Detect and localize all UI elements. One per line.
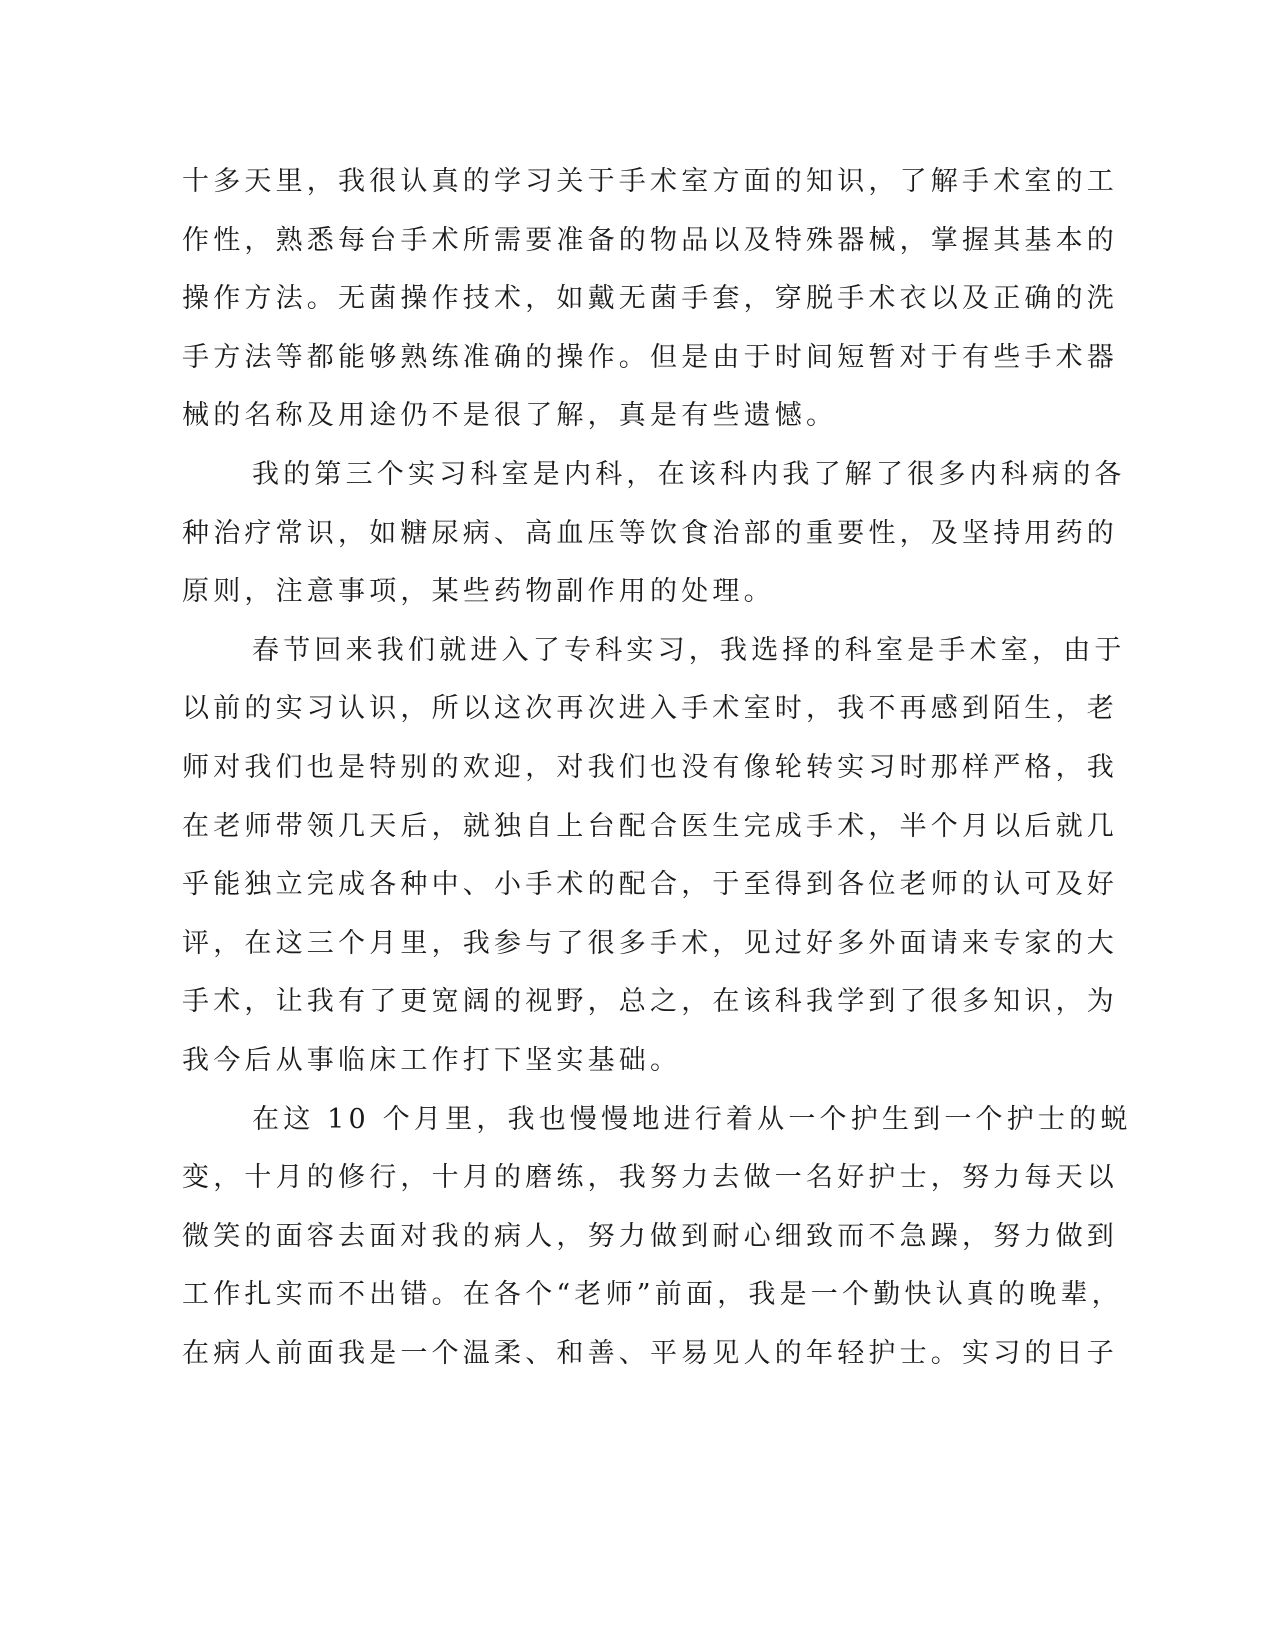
text-line: 十多天里，我很认真的学习关于手术室方面的知识，了解手术室的工 bbox=[182, 166, 1118, 197]
text-line: 微笑的面容去面对我的病人，努力做到耐心细致而不急躁，努力做到 bbox=[182, 1220, 1118, 1252]
paragraph bbox=[182, 453, 1126, 629]
paragraph bbox=[182, 629, 1126, 1098]
text-line: 春节回来我们就进入了专科实习，我选择的科室是手术室，由于 bbox=[252, 634, 1126, 666]
text-line: 械的名称及用途仍不是很了解，真是有些遗憾。 bbox=[182, 400, 838, 432]
text-line: 在这 10 个月里，我也慢慢地进行着从一个护生到一个护士的蜕 bbox=[252, 1103, 1132, 1135]
text-line: 手方法等都能够熟练准确的操作。但是由于时间短暂对于有些手术器 bbox=[182, 341, 1118, 373]
text-line: 我的第三个实习科室是内科，在该科内我了解了很多内科病的各 bbox=[252, 458, 1126, 490]
text-line: 作性，熟悉每台手术所需要准备的物品以及特殊器械，掌握其基本的 bbox=[182, 224, 1118, 256]
text-line: 以前的实习认识，所以这次再次进入手术室时，我不再感到陌生，老 bbox=[182, 693, 1118, 725]
text-line: 变，十月的修行，十月的磨练，我努力去做一名好护士，努力每天以 bbox=[182, 1162, 1118, 1194]
paragraph bbox=[182, 160, 1118, 453]
text-line: 工作扎实而不出错。在各个“老师”前面，我是一个勤快认真的晚辈， bbox=[182, 1279, 1123, 1311]
text-line: 评，在这三个月里，我参与了很多手术，见过好多外面请来专家的大 bbox=[182, 927, 1118, 959]
paragraph bbox=[182, 1098, 1132, 1391]
text-line: 我今后从事临床工作打下坚实基础。 bbox=[182, 1044, 682, 1076]
body-text bbox=[182, 160, 1132, 1390]
text-line: 在老师带领几天后，就独自上台配合医生完成手术，半个月以后就几 bbox=[182, 810, 1118, 842]
text-line: 在病人前面我是一个温柔、和善、平易见人的年轻护士。实习的日子 bbox=[182, 1337, 1118, 1369]
text-line: 原则，注意事项，某些药物副作用的处理。 bbox=[182, 576, 775, 608]
text-line: 师对我们也是特别的欢迎，对我们也没有像轮转实习时那样严格，我 bbox=[182, 751, 1118, 783]
text-line: 乎能独立完成各种中、小手术的配合，于至得到各位老师的认可及好 bbox=[182, 869, 1118, 901]
text-line: 种治疗常识，如糖尿病、高血压等饮食治部的重要性，及坚持用药的 bbox=[182, 517, 1118, 549]
text-line: 手术，让我有了更宽阔的视野，总之，在该科我学到了很多知识，为 bbox=[182, 986, 1118, 1018]
text-line: 操作方法。无菌操作技术，如戴无菌手套，穿脱手术衣以及正确的洗 bbox=[182, 283, 1118, 315]
